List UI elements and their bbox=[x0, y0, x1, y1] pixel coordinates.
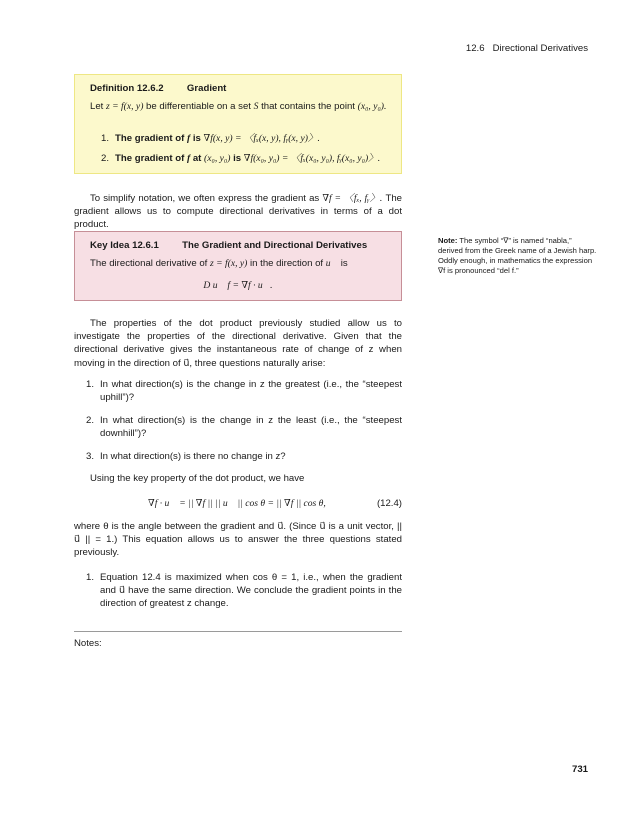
note-text: The symbol “∇” is named “nabla,” derived from the Greek name of a Jewish harp. Oddly enough, in mathematics the expression ∇f is pronounced “del f.” bbox=[438, 236, 597, 275]
header-title: Directional Derivatives bbox=[492, 43, 588, 54]
key-idea-label: Key Idea 12.6.1 bbox=[90, 240, 159, 251]
note-label: Note: bbox=[438, 236, 458, 245]
paragraph: where θ is the angle between the gradient and u⃗. (Since u⃗ is a unit vector, || u⃗ || = 1.) This equation allows us to answer the three questions stated previously. bbox=[74, 521, 402, 559]
definition-item: 2. The gradient of f at (x₀, y₀) is ∇f(x₀, y₀) = 〈fₓ(x₀, y₀), fᵧ(x₀, y₀)〉. bbox=[101, 153, 381, 164]
key-idea-box bbox=[74, 231, 402, 301]
paragraph: To simplify notation, we often express the gradient as ∇f = 〈fₓ, fᵧ〉. The gradient allows us to compute directional derivatives in terms of a dot product. bbox=[74, 193, 402, 231]
key-idea-text: The directional derivative of z = f(x, y) in the direction of u⃗ is bbox=[90, 258, 348, 269]
definition-name: Gradient bbox=[186, 83, 227, 94]
list-item: 3. In what direction(s) is there no change in z? bbox=[86, 451, 286, 462]
equation: ∇f · u⃗ = || ∇f || || u⃗ || cos θ = || ∇f || cos θ, bbox=[148, 498, 326, 509]
margin-note bbox=[438, 236, 598, 276]
list-item: 2. In what direction(s) is the change in z the least (i.e., the “steepest downhill”)? bbox=[86, 415, 402, 440]
page-number: 731 bbox=[571, 764, 588, 775]
key-idea-heading bbox=[90, 240, 367, 252]
notes-label: Notes: bbox=[74, 638, 102, 649]
list-item: 1. In what direction(s) is the change in z the greatest (i.e., the “steepest uphill”)? bbox=[86, 379, 402, 404]
notes-divider bbox=[74, 631, 402, 632]
definition-heading bbox=[90, 83, 226, 95]
header-section: 12.6 bbox=[465, 43, 485, 54]
running-header bbox=[466, 43, 588, 54]
definition-label: Definition 12.6.2 bbox=[90, 83, 164, 94]
definition-intro: Let z = f(x, y) be differentiable on a set S that contains the point (x₀, y₀). bbox=[90, 101, 387, 112]
equation-number: (12.4) bbox=[376, 498, 402, 509]
paragraph: Using the key property of the dot product, we have bbox=[90, 473, 305, 484]
paragraph: The properties of the dot product previously studied allow us to investigate the properties of the directional derivative. Given that the directional derivative gives the instantaneous rate of change of z when moving in the direction of u⃗, three questions naturally arise: bbox=[74, 318, 402, 369]
definition-box bbox=[74, 74, 402, 174]
list-item: 1. Equation 12.4 is maximized when cos θ = 1, i.e., when the gradient and u⃗ have the same direction. We conclude the gradient points in the direction of greatest z change. bbox=[86, 572, 402, 610]
key-idea-name: The Gradient and Directional Derivatives bbox=[182, 240, 368, 251]
definition-item: 1. The gradient of f is ∇f(x, y) = 〈fₓ(x, y), fᵧ(x, y)〉. bbox=[101, 133, 320, 144]
key-idea-formula: D u⃗ f = ∇f · u⃗. bbox=[203, 280, 273, 291]
